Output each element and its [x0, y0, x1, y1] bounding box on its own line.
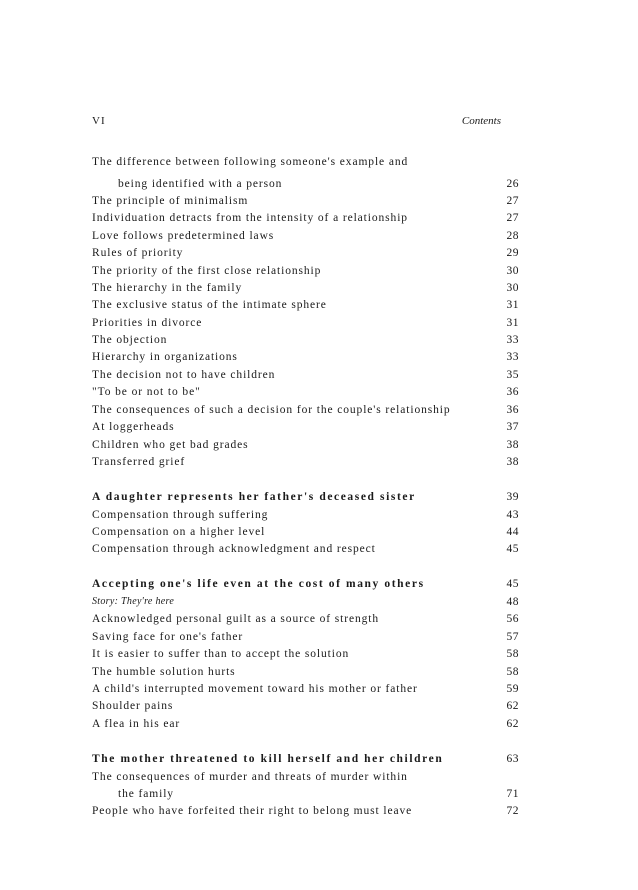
toc-entry-page: 63 [506, 753, 519, 765]
toc-entry [92, 507, 519, 523]
toc-entry-page: 58 [506, 648, 519, 660]
toc-entry-page: 57 [506, 631, 519, 643]
toc-entry-title: Hierarchy in organizations [92, 351, 238, 363]
toc-entry-title: It is easier to suffer than to accept the solution [92, 648, 350, 660]
toc-entry-title: Saving face for one's father [92, 631, 244, 643]
toc-entry-title: Compensation through suffering [92, 509, 269, 521]
toc-entry [92, 349, 519, 365]
toc-entry-title: Acknowledged personal guilt as a source of strength [92, 613, 380, 625]
toc-entry-page: 27 [506, 195, 519, 207]
toc-entry [92, 154, 519, 170]
toc-entry-page: 43 [506, 509, 519, 521]
toc-entry-page: 44 [506, 526, 519, 538]
toc-entry-title: The consequences of murder and threats of murder within [92, 771, 408, 783]
toc-entry-page: 38 [506, 456, 519, 468]
toc-entry [92, 332, 519, 348]
toc-entry [92, 193, 519, 209]
toc-entry-page: 39 [506, 491, 519, 503]
toc-entry-page: 72 [506, 805, 519, 817]
toc-entry-page: 36 [506, 386, 519, 398]
toc-entry-page: 29 [506, 247, 519, 259]
toc-entry [92, 210, 519, 226]
toc-entry-title: "To be or not to be" [92, 386, 201, 398]
toc-entry-title: The principle of minimalism [92, 195, 249, 207]
toc-entry [92, 681, 519, 697]
toc-entry-title: A daughter represents her father's deceased sister [92, 491, 416, 503]
toc-entry-title: Rules of priority [92, 247, 184, 259]
toc-entry-title: At loggerheads [92, 421, 175, 433]
toc-entry [92, 786, 519, 802]
toc-entry [92, 664, 519, 680]
toc-entry [92, 716, 519, 732]
toc-entry-title: Individuation detracts from the intensity of a relationship [92, 212, 408, 224]
toc-entry [92, 245, 519, 261]
toc-entry-page: 35 [506, 369, 519, 381]
toc-entry-page: 31 [506, 299, 519, 311]
toc-entry-title: The consequences of such a decision for the couple's relationship [92, 404, 451, 416]
toc-entry-title: Children who get bad grades [92, 439, 249, 451]
toc-entry [92, 629, 519, 645]
toc-entry [92, 454, 519, 470]
toc-entry-title: The priority of the first close relationship [92, 265, 322, 277]
toc-entry-page: 56 [506, 613, 519, 625]
toc-entry [92, 419, 519, 435]
toc-entry-page: 33 [506, 351, 519, 363]
toc-entry-page: 27 [506, 212, 519, 224]
toc-entry-title: Transferred grief [92, 456, 186, 468]
toc-entry-page: 36 [506, 404, 519, 416]
toc-entry-page: 45 [506, 543, 519, 555]
toc-entry [92, 541, 519, 557]
toc-entry-title: People who have forfeited their right to belong must leave [92, 805, 413, 817]
toc-entry [92, 297, 519, 313]
page-number: VI [92, 115, 106, 127]
toc-entry [92, 803, 519, 819]
toc-entry [92, 263, 519, 279]
toc-entry-page: 58 [506, 666, 519, 678]
toc-entry-title: The mother threatened to kill herself and her children [92, 753, 444, 765]
chapter-heading [92, 751, 519, 767]
toc-entry [92, 437, 519, 453]
toc-entry-page: 45 [506, 578, 519, 590]
toc-entry-page: 31 [506, 317, 519, 329]
toc-entry [92, 315, 519, 331]
toc-entry-page: 30 [506, 282, 519, 294]
toc-entry-title: A flea in his ear [92, 718, 181, 730]
toc-entry-page: 71 [506, 788, 519, 800]
toc-entry-page: 59 [506, 683, 519, 695]
toc-entry-title: Priorities in divorce [92, 317, 203, 329]
toc-entry-title: Love follows predetermined laws [92, 230, 275, 242]
toc-entry-page: 37 [506, 421, 519, 433]
toc-entry [92, 524, 519, 540]
toc-entry [92, 698, 519, 714]
toc-entry [92, 646, 519, 662]
toc-entry-title: The hierarchy in the family [92, 282, 243, 294]
toc-entry-title: Story: They're here [92, 596, 175, 607]
chapter-heading [92, 489, 519, 505]
toc-entry [92, 769, 519, 785]
toc-entry [92, 611, 519, 627]
toc-entry [92, 594, 519, 610]
toc-entry-title: The objection [92, 334, 168, 346]
toc-entry-title: Accepting one's life even at the cost of many others [92, 578, 425, 590]
toc-entry-title: Compensation through acknowledgment and respect [92, 543, 376, 555]
toc-entry [92, 367, 519, 383]
toc-entry-page: 62 [506, 700, 519, 712]
toc-entry-title: Shoulder pains [92, 700, 174, 712]
section-title: Contents [461, 115, 501, 127]
toc-entry [92, 402, 519, 418]
toc-entry-page: 30 [506, 265, 519, 277]
toc-entry [92, 228, 519, 244]
toc-entry-title: the family [118, 788, 174, 800]
toc-entry-title: A child's interrupted movement toward his mother or father [92, 683, 418, 695]
toc-entry-page: 62 [506, 718, 519, 730]
toc-entry [92, 280, 519, 296]
toc-entry-title: The difference between following someone's example and [92, 156, 409, 168]
toc-entry-page: 28 [506, 230, 519, 242]
toc-entry-title: The decision not to have children [92, 369, 276, 381]
toc-entry [92, 176, 519, 192]
chapter-heading [92, 576, 519, 592]
toc-entry-title: Compensation on a higher level [92, 526, 266, 538]
toc-entry-page: 33 [506, 334, 519, 346]
toc-entry-title: The humble solution hurts [92, 666, 236, 678]
toc-entry-page: 38 [506, 439, 519, 451]
toc-entry-page: 48 [506, 596, 519, 608]
toc-entry [92, 384, 519, 400]
toc-entry-title: being identified with a person [118, 178, 283, 190]
toc-entry-title: The exclusive status of the intimate sphere [92, 299, 327, 311]
toc-entry-page: 26 [506, 178, 519, 190]
